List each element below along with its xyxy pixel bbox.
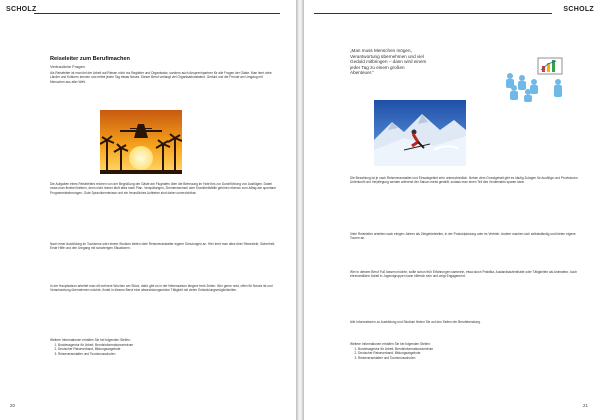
list-item: 1. Bundesagentur für Arbeit, Berufsinformationszentrum — [58, 343, 278, 347]
list-item: 1. Bundesagentur für Arbeit, Berufsinformationszentrum — [358, 347, 578, 351]
body-paragraph-4: Alle Informationen zu Ausbildung und Studium finden Sie auf den Seiten der Berufsberatung. — [350, 320, 481, 324]
body-paragraph-3: Wer in diesem Beruf Fuß fassen möchte, sollte schon früh Erfahrungen sammeln, etwa durch Praktika, Auslandsaufenthalte oder Tätigkeiten als Animateur. Auch ehrenamtliche Arbeit in Jugendgruppen kann hilfreich sein und zeigt Engagement. — [350, 270, 578, 279]
list-item: 2. Deutscher Reiseverband, Bildungsangebote — [358, 351, 578, 355]
article-title: Reiseleiter zum Berufimachen — [50, 56, 130, 62]
right-page — [304, 0, 600, 420]
ski-photo — [374, 100, 466, 166]
list-intro: Weitere Informationen erhalten Sie bei folgenden Stellen: — [50, 338, 131, 342]
body-paragraph-3: In der Hauptsaison arbeitet man oft mehrere Wochen am Stück, dafür gibt es in der Nebensaison längere freie Zeiten. Wer gerne reist, offen für Neues ist und Verantwortung übernehmen möchte, findet in diesem Beruf eine abwechslungsreiche Tätigkeit mit vielen Entwicklungsmöglichkeiten. — [50, 284, 273, 293]
body-paragraph-2: Nach einer Ausbildung im Tourismus oder einem Studium bieten viele Reiseveranstalter eigene Schulungen an. Hier lernt man alles über Reiseziele, Sicherheit, Erste Hilfe und den Umgang mit schwierigen Situationen. — [50, 242, 276, 251]
header-rule — [314, 13, 552, 14]
book-gutter — [296, 0, 304, 420]
body-paragraph-2: Viele Reiseleiter arbeiten nach einigen Jahren als Zielgebietsleiter, in der Produktplanung oder im Vertrieb. Andere machen sich selbstständig und bieten eigene Touren an. — [350, 232, 576, 241]
body-paragraph-1: Die Aufgaben eines Reiseleiters reichen von der Begrüßung der Gäste am Flughafen über die Betreuung im Hotel bis zur Durchführung von Ausflügen. Dabei muss man flexibel bleiben, denn nicht immer läuft alles nach Plan. Verspätungen, Zimmerwechsel oder Krankheitsfälle gehören ebenso zum Alltag wie spontane Programmänderungen. Gute Sprachkenntnisse und ein freundliches Auftreten sind daher unverzichtbar. — [50, 182, 277, 195]
sunset-airplane-photo — [100, 110, 182, 174]
left-logo: SCHOLZ — [6, 6, 37, 13]
left-page-number: 20 — [10, 403, 16, 408]
list-item: 3. Reiseveranstalter und Tourismusschulen — [58, 352, 278, 356]
presentation-illustration — [500, 56, 566, 102]
left-page — [0, 0, 296, 420]
list-item: 3. Reiseveranstalter und Tourismusschulen — [358, 356, 578, 360]
article-subtitle: Vertrauliche Fragen — [50, 64, 85, 69]
intro-paragraph: Als Reiseleiter ist man bei der Arbeit auf Reisen nicht nur Begleiter und Organisator, sondern auch Ansprechpartner für alle Fragen der Gäste. Man lernt viele Länder und Kulturen kennen und erlebt jeden Tag etwas Neues. Dieser Beruf verlangt viel Organisationstalent, Geduld und die Freude am Umgang mit Menschen aus aller Welt. — [50, 71, 272, 84]
info-list — [50, 343, 278, 356]
right-page-number: 21 — [582, 403, 588, 408]
header-rule — [34, 13, 280, 14]
pull-quote: „Man muss Menschen mögen, Verantwortung übernehmen und viel Geduld mitbringen – dann wird einem jeder Tag zu einem großen Abenteuer.“ — [350, 48, 427, 76]
right-logo: SCHOLZ — [563, 6, 594, 13]
body-paragraph-1: Die Bezahlung ist je nach Reiseveranstalter und Einsatzgebiet sehr unterschiedlich. Neben dem Grundgehalt gibt es häufig Zulagen für Ausflüge und Provisionen. Unterkunft und Verpflegung werden während der Saison meist gestellt, sodass man einen Teil des Verdienstes sparen kann. — [350, 176, 579, 185]
list-item: 2. Deutscher Reiseverband, Bildungsangebote — [58, 347, 278, 351]
info-list — [350, 347, 578, 360]
list-intro: Weitere Informationen erhalten Sie bei folgenden Stellen: — [350, 342, 431, 346]
